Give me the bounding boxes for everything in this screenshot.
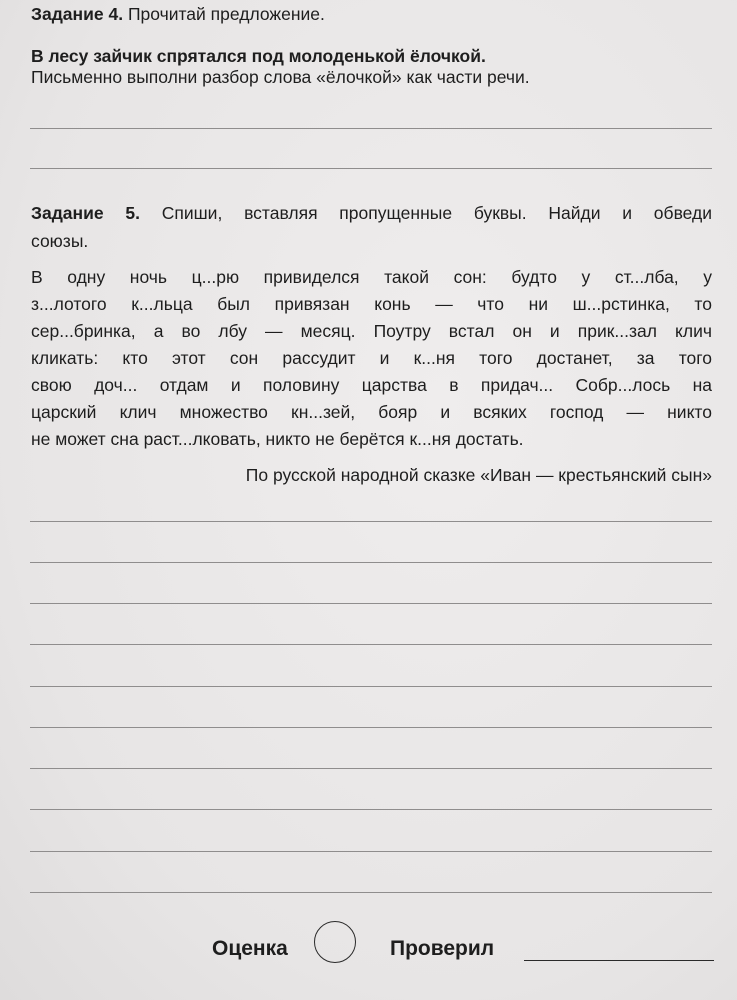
- task5-text-line: свою доч... отдам и половину царства в придач... Собр...лось на: [31, 375, 712, 395]
- task5-instruction: Спиши, вставляя пропущенные буквы. Найди и обведи: [161, 203, 712, 223]
- task5-text-line: не может сна раст...лковать, никто не берётся к...ня достать.: [31, 429, 524, 449]
- answer-line[interactable]: [30, 727, 712, 728]
- task4-header: [31, 4, 325, 25]
- task5-text-line: царский клич множество кн...зей, бояр и всяких господ — никто: [31, 402, 712, 422]
- task5-text-line: сер...бринка, а во лбу — месяц. Поутру встал он и прик...зал клич: [31, 321, 712, 341]
- task5-label: Задание 5.: [31, 203, 140, 223]
- task4-instruction: Прочитай предложение.: [127, 4, 325, 24]
- grade-label: Оценка: [212, 937, 288, 960]
- checked-by-line[interactable]: [524, 960, 714, 961]
- task5-text-line: з...лотого к...льца был привязан конь — что ни ш...рстинка, то: [31, 294, 712, 314]
- answer-line[interactable]: [30, 686, 712, 687]
- answer-line[interactable]: [30, 603, 712, 604]
- answer-line[interactable]: [30, 768, 712, 769]
- task5-text-line: кликать: кто этот сон рассудит и к...ня того достанет, за того: [31, 348, 712, 368]
- answer-line[interactable]: [30, 128, 712, 129]
- answer-line[interactable]: [30, 851, 712, 852]
- answer-line[interactable]: [30, 644, 712, 645]
- task4-question: Письменно выполни разбор слова «ёлочкой» как части речи.: [31, 67, 530, 87]
- checked-by-label: Проверил: [390, 937, 495, 960]
- answer-line[interactable]: [30, 892, 712, 893]
- answer-line[interactable]: [30, 168, 712, 169]
- task5-source: По русской народной сказке «Иван — крестьянский сын»: [245, 465, 712, 485]
- task5-text-line: В одну ночь ц...рю привиделся такой сон: будто у ст...лба, у: [31, 267, 712, 287]
- answer-line[interactable]: [30, 562, 712, 563]
- task4-label: Задание 4.: [31, 4, 124, 24]
- task5-header: [31, 200, 712, 227]
- answer-line[interactable]: [30, 521, 712, 522]
- task4-sentence: В лесу зайчик спрятался под молоденькой ёлочкой.: [31, 46, 486, 66]
- task5-instruction-cont: союзы.: [31, 231, 89, 251]
- answer-line[interactable]: [30, 809, 712, 810]
- grade-circle[interactable]: [314, 921, 356, 963]
